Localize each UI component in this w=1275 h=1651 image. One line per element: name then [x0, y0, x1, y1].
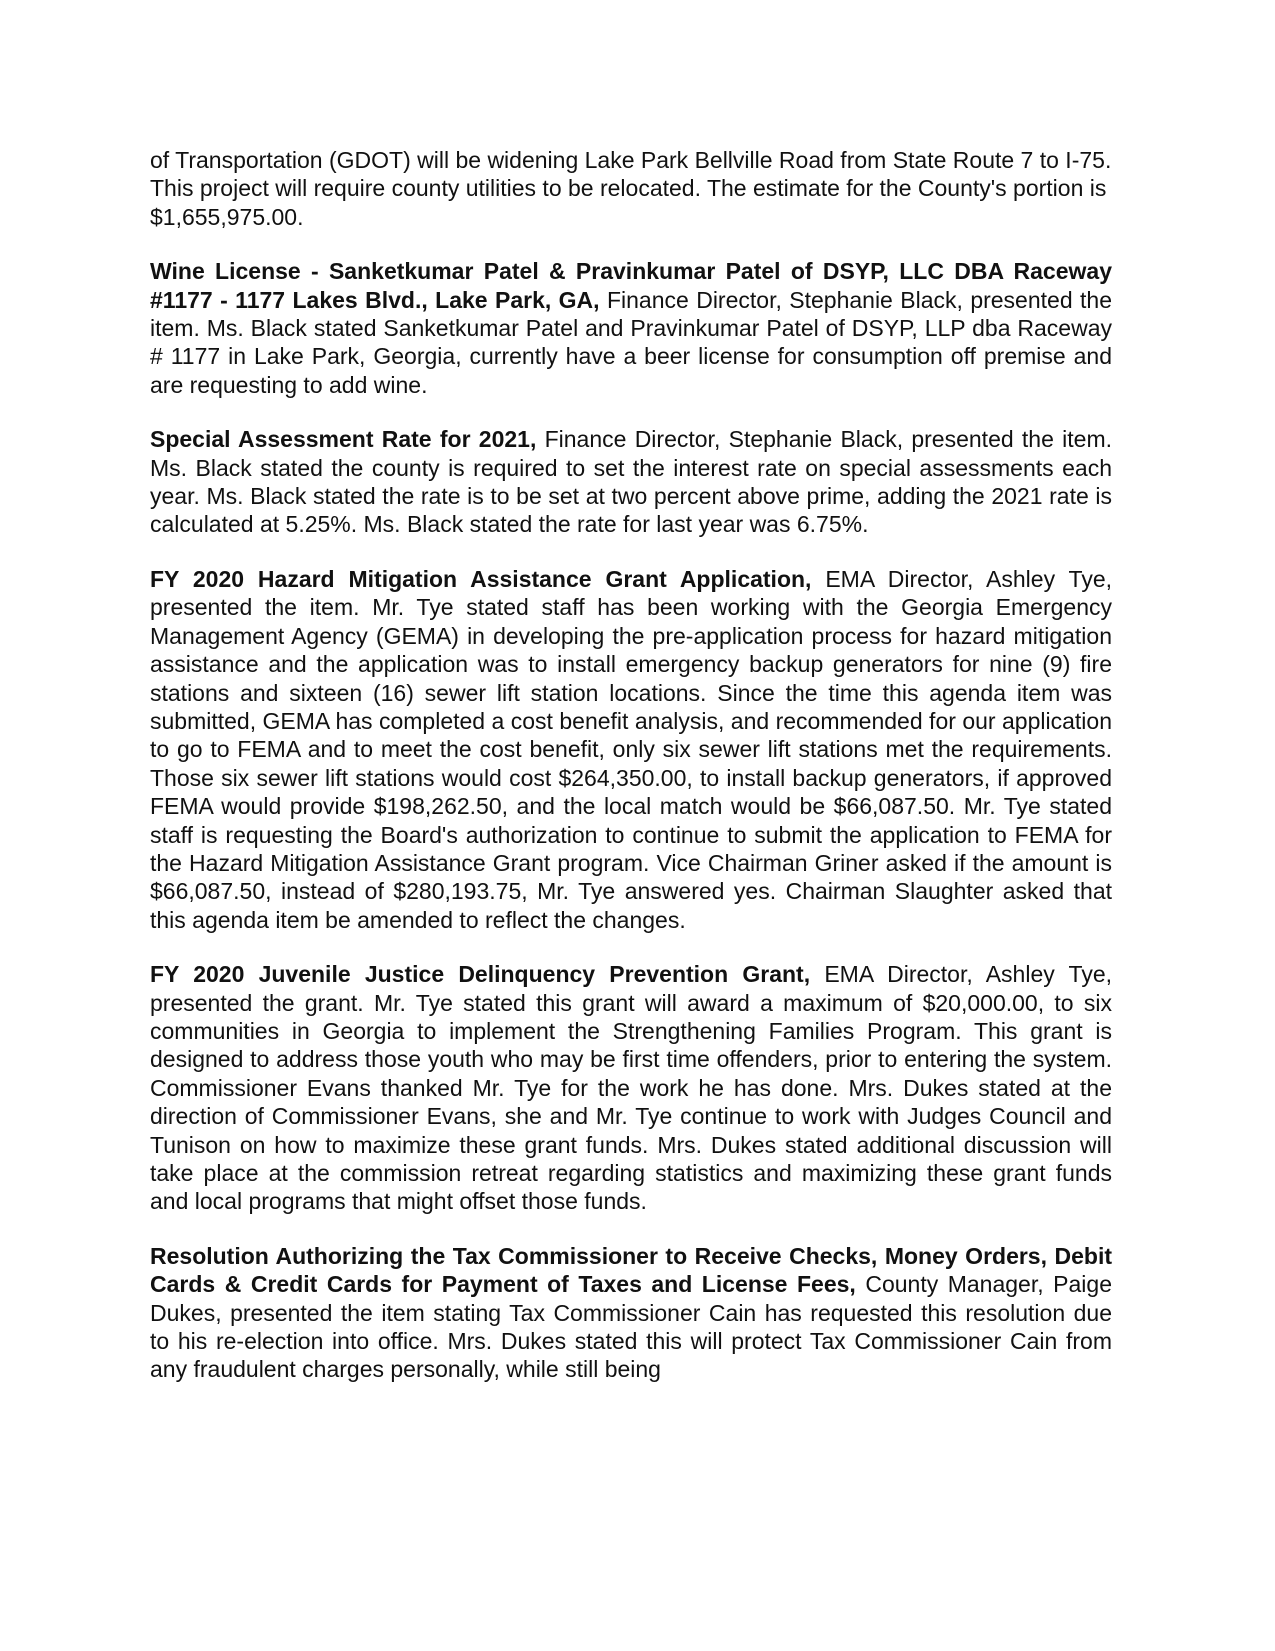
- paragraph-heading: Special Assessment Rate for 2021,: [150, 426, 537, 453]
- paragraph-body: EMA Director, Ashley Tye, presented the item. Mr. Tye stated staff has been working with the Georgia Emergency Management Agency (GEMA) in developing the pre-application process for hazard mitigation assistance and the application was to install emergency backup generators for nine (9) fire stations and sixteen (16) sewer lift station locations. Since the time this agenda item was submitted, GEMA has completed a cost benefit analysis, and recommended for our application to go to FEMA and to meet the cost benefit, only six sewer lift stations met the requirements. Those six sewer lift stations would cost $264,350.00, to install backup generators, if approved FEMA would provide $198,262.50, and the local match would be $66,087.50. Mr. Tye stated staff is requesting the Board's authorization to continue to submit the application to FEMA for the Hazard Mitigation Assistance Grant program. Vice Chairman Griner asked if the amount is $66,087.50, instead of $280,193.75, Mr. Tye answered yes. Chairman Slaughter asked that this agenda item be amended to reflect the changes.: [150, 565, 1112, 933]
- paragraph-gdot-continuation: [150, 146, 1112, 231]
- paragraph-body: of Transportation (GDOT) will be widening Lake Park Bellville Road from State Route 7 to I-75. This project will require county utilities to be relocated. The estimate for the County's portion is $1,655,975.00.: [150, 147, 1112, 230]
- paragraph-heading: Wine License - Sanketkumar Patel & Pravinkumar Patel of DSYP, LLC DBA Raceway #1177 - 1177 Lakes Blvd., Lake Park, GA,: [150, 258, 1112, 313]
- paragraph-body: Finance Director, Stephanie Black, presented the item. Ms. Black stated Sanketkumar Patel and Pravinkumar Patel of DSYP, LLP dba Raceway # 1177 in Lake Park, Georgia, currently have a beer license for consumption off premise and are requesting to add wine.: [150, 286, 1112, 398]
- document-page: [150, 146, 1112, 1410]
- paragraph-body: Finance Director, Stephanie Black, presented the item. Ms. Black stated the county is required to set the interest rate on special assessments each year. Ms. Black stated the rate is to be set at two percent above prime, adding the 2021 rate is calculated at 5.25%. Ms. Black stated the rate for last year was 6.75%.: [150, 426, 1112, 538]
- paragraph-hazard-mitigation-grant: [150, 565, 1112, 934]
- paragraph-tax-commissioner-resolution: [150, 1242, 1112, 1384]
- paragraph-special-assessment-rate: [150, 425, 1112, 539]
- paragraph-heading: FY 2020 Juvenile Justice Delinquency Prevention Grant,: [150, 961, 811, 988]
- paragraph-body: County Manager, Paige Dukes, presented the item stating Tax Commissioner Cain has requested this resolution due to his re-election into office. Mrs. Dukes stated this will protect Tax Commissioner Cain from any fraudulent charges personally, while still being: [150, 1271, 1112, 1383]
- paragraph-heading: Resolution Authorizing the Tax Commissioner to Receive Checks, Money Orders, Debit Cards & Credit Cards for Payment of Taxes and License Fees,: [150, 1242, 1112, 1298]
- paragraph-juvenile-justice-grant: [150, 960, 1112, 1216]
- paragraph-heading: FY 2020 Hazard Mitigation Assistance Grant Application,: [150, 565, 812, 592]
- paragraph-wine-license: [150, 257, 1112, 399]
- paragraph-body: EMA Director, Ashley Tye, presented the grant. Mr. Tye stated this grant will award a maximum of $20,000.00, to six communities in Georgia to implement the Strengthening Families Program. This grant is designed to address those youth who may be first time offenders, prior to entering the system. Commissioner Evans thanked Mr. Tye for the work he has done. Mrs. Dukes stated at the direction of Commissioner Evans, she and Mr. Tye continue to work with Judges Council and Tunison on how to maximize these grant funds. Mrs. Dukes stated additional discussion will take place at the commission retreat regarding statistics and maximizing these grant funds and local programs that might offset those funds.: [150, 961, 1112, 1215]
